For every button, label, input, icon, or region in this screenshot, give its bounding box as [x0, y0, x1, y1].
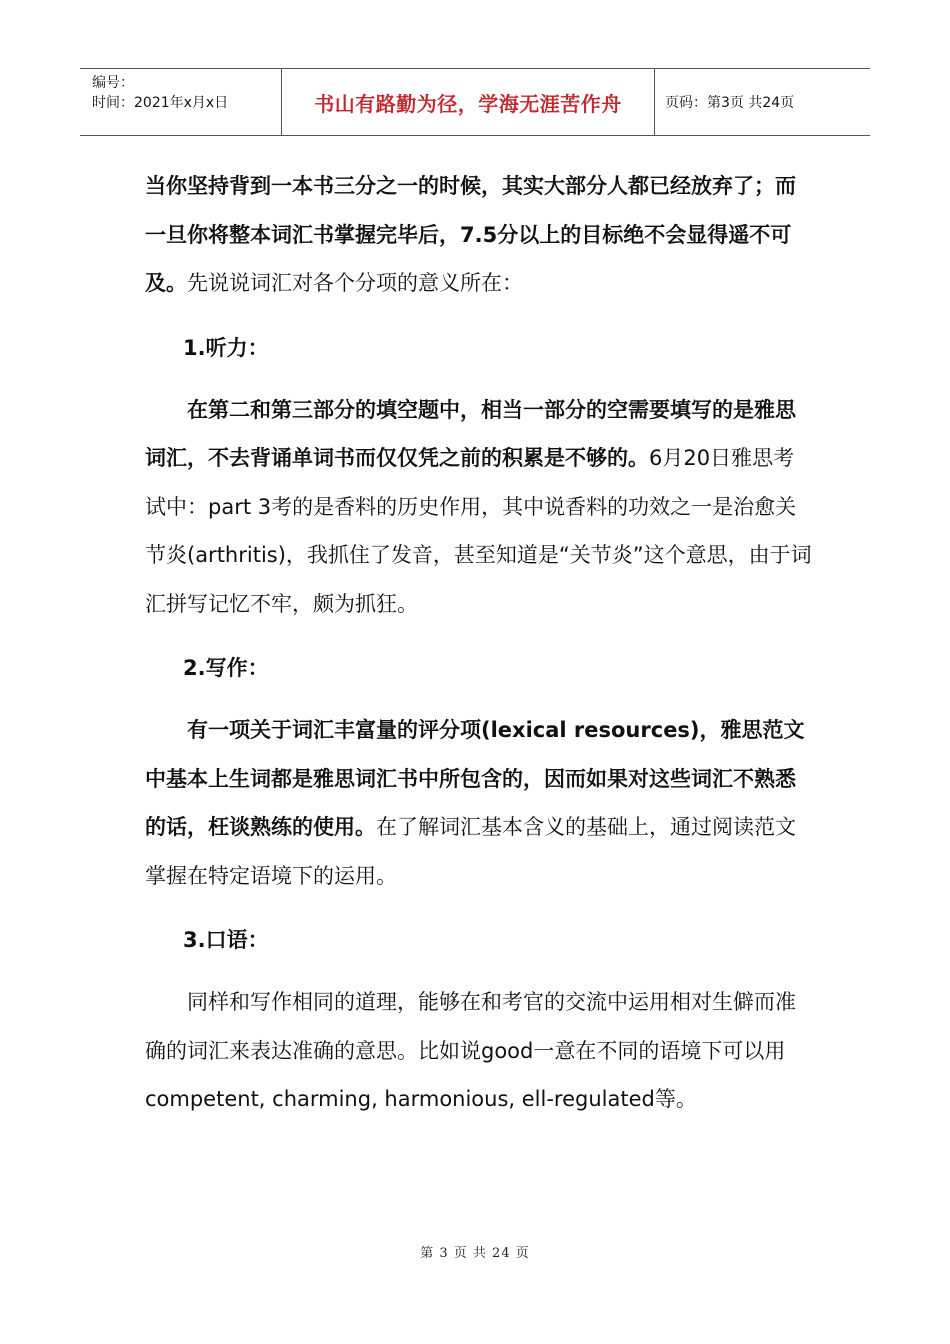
header-meta [80, 69, 282, 135]
header-motto: 书山有路勤为径，学海无涯苦作舟 [282, 69, 655, 135]
section-heading-writing: 2.写作： [183, 656, 269, 680]
page-footer: 第 3 页 共 24 页 [420, 1246, 530, 1261]
section-heading-listening: 1.听力： [183, 335, 269, 360]
page-header [80, 68, 870, 136]
intro-paragraph [145, 162, 813, 308]
writing-paragraph [145, 706, 813, 900]
document-number-label: 编号： [92, 75, 134, 91]
speaking-normal-text: 同样和写作相同的道理，能够在和考官的交流中运用相对生僻而准确的词汇来表达准确的意思。比如说good一意在不同的语境下可以用competent, charming, harmonious, ell-regulated等。 [145, 990, 796, 1111]
section-heading-speaking: 3.口语： [183, 928, 269, 952]
document-date-label: 时间：2021年x月x日 [92, 95, 229, 111]
document-body [145, 162, 813, 1124]
listening-bold-text: 在第二和第三部分的填空题中，相当一部分的空需要填写的是雅思词汇，不去背诵单词书而仅仅凭之前的积累是不够的。 [145, 397, 796, 470]
intro-normal-text: 先说说词汇对各个分项的意义所在： [187, 271, 523, 295]
intro-bold-text: 当你坚持背到一本书三分之一的时候，其实大部分人都已经放弃了；而一旦你将整本词汇书掌握完毕后，7.5分以上的目标绝不会显得遥不可及。 [145, 174, 796, 295]
speaking-paragraph [145, 978, 813, 1124]
listening-normal-text: 6月20日雅思考试中：part 3考的是香料的历史作用，其中说香料的功效之一是治愈关节炎(arthritis)，我抓住了发音，甚至知道是“关节炎”这个意思，由于词汇拼写记忆不牢，颇为抓狂。 [145, 446, 812, 616]
writing-normal-text: 在了解词汇基本含义的基础上，通过阅读范文掌握在特定语境下的运用。 [145, 815, 796, 888]
writing-bold-text: 有一项关于词汇丰富量的评分项(lexical resources)，雅思范文中基本上生词都是雅思词汇书中所包含的，因而如果对这些词汇不熟悉的话，枉谈熟练的使用。 [145, 718, 805, 839]
listening-paragraph [145, 386, 813, 629]
header-page-info: 页码：第3页 共24页 [665, 95, 795, 111]
